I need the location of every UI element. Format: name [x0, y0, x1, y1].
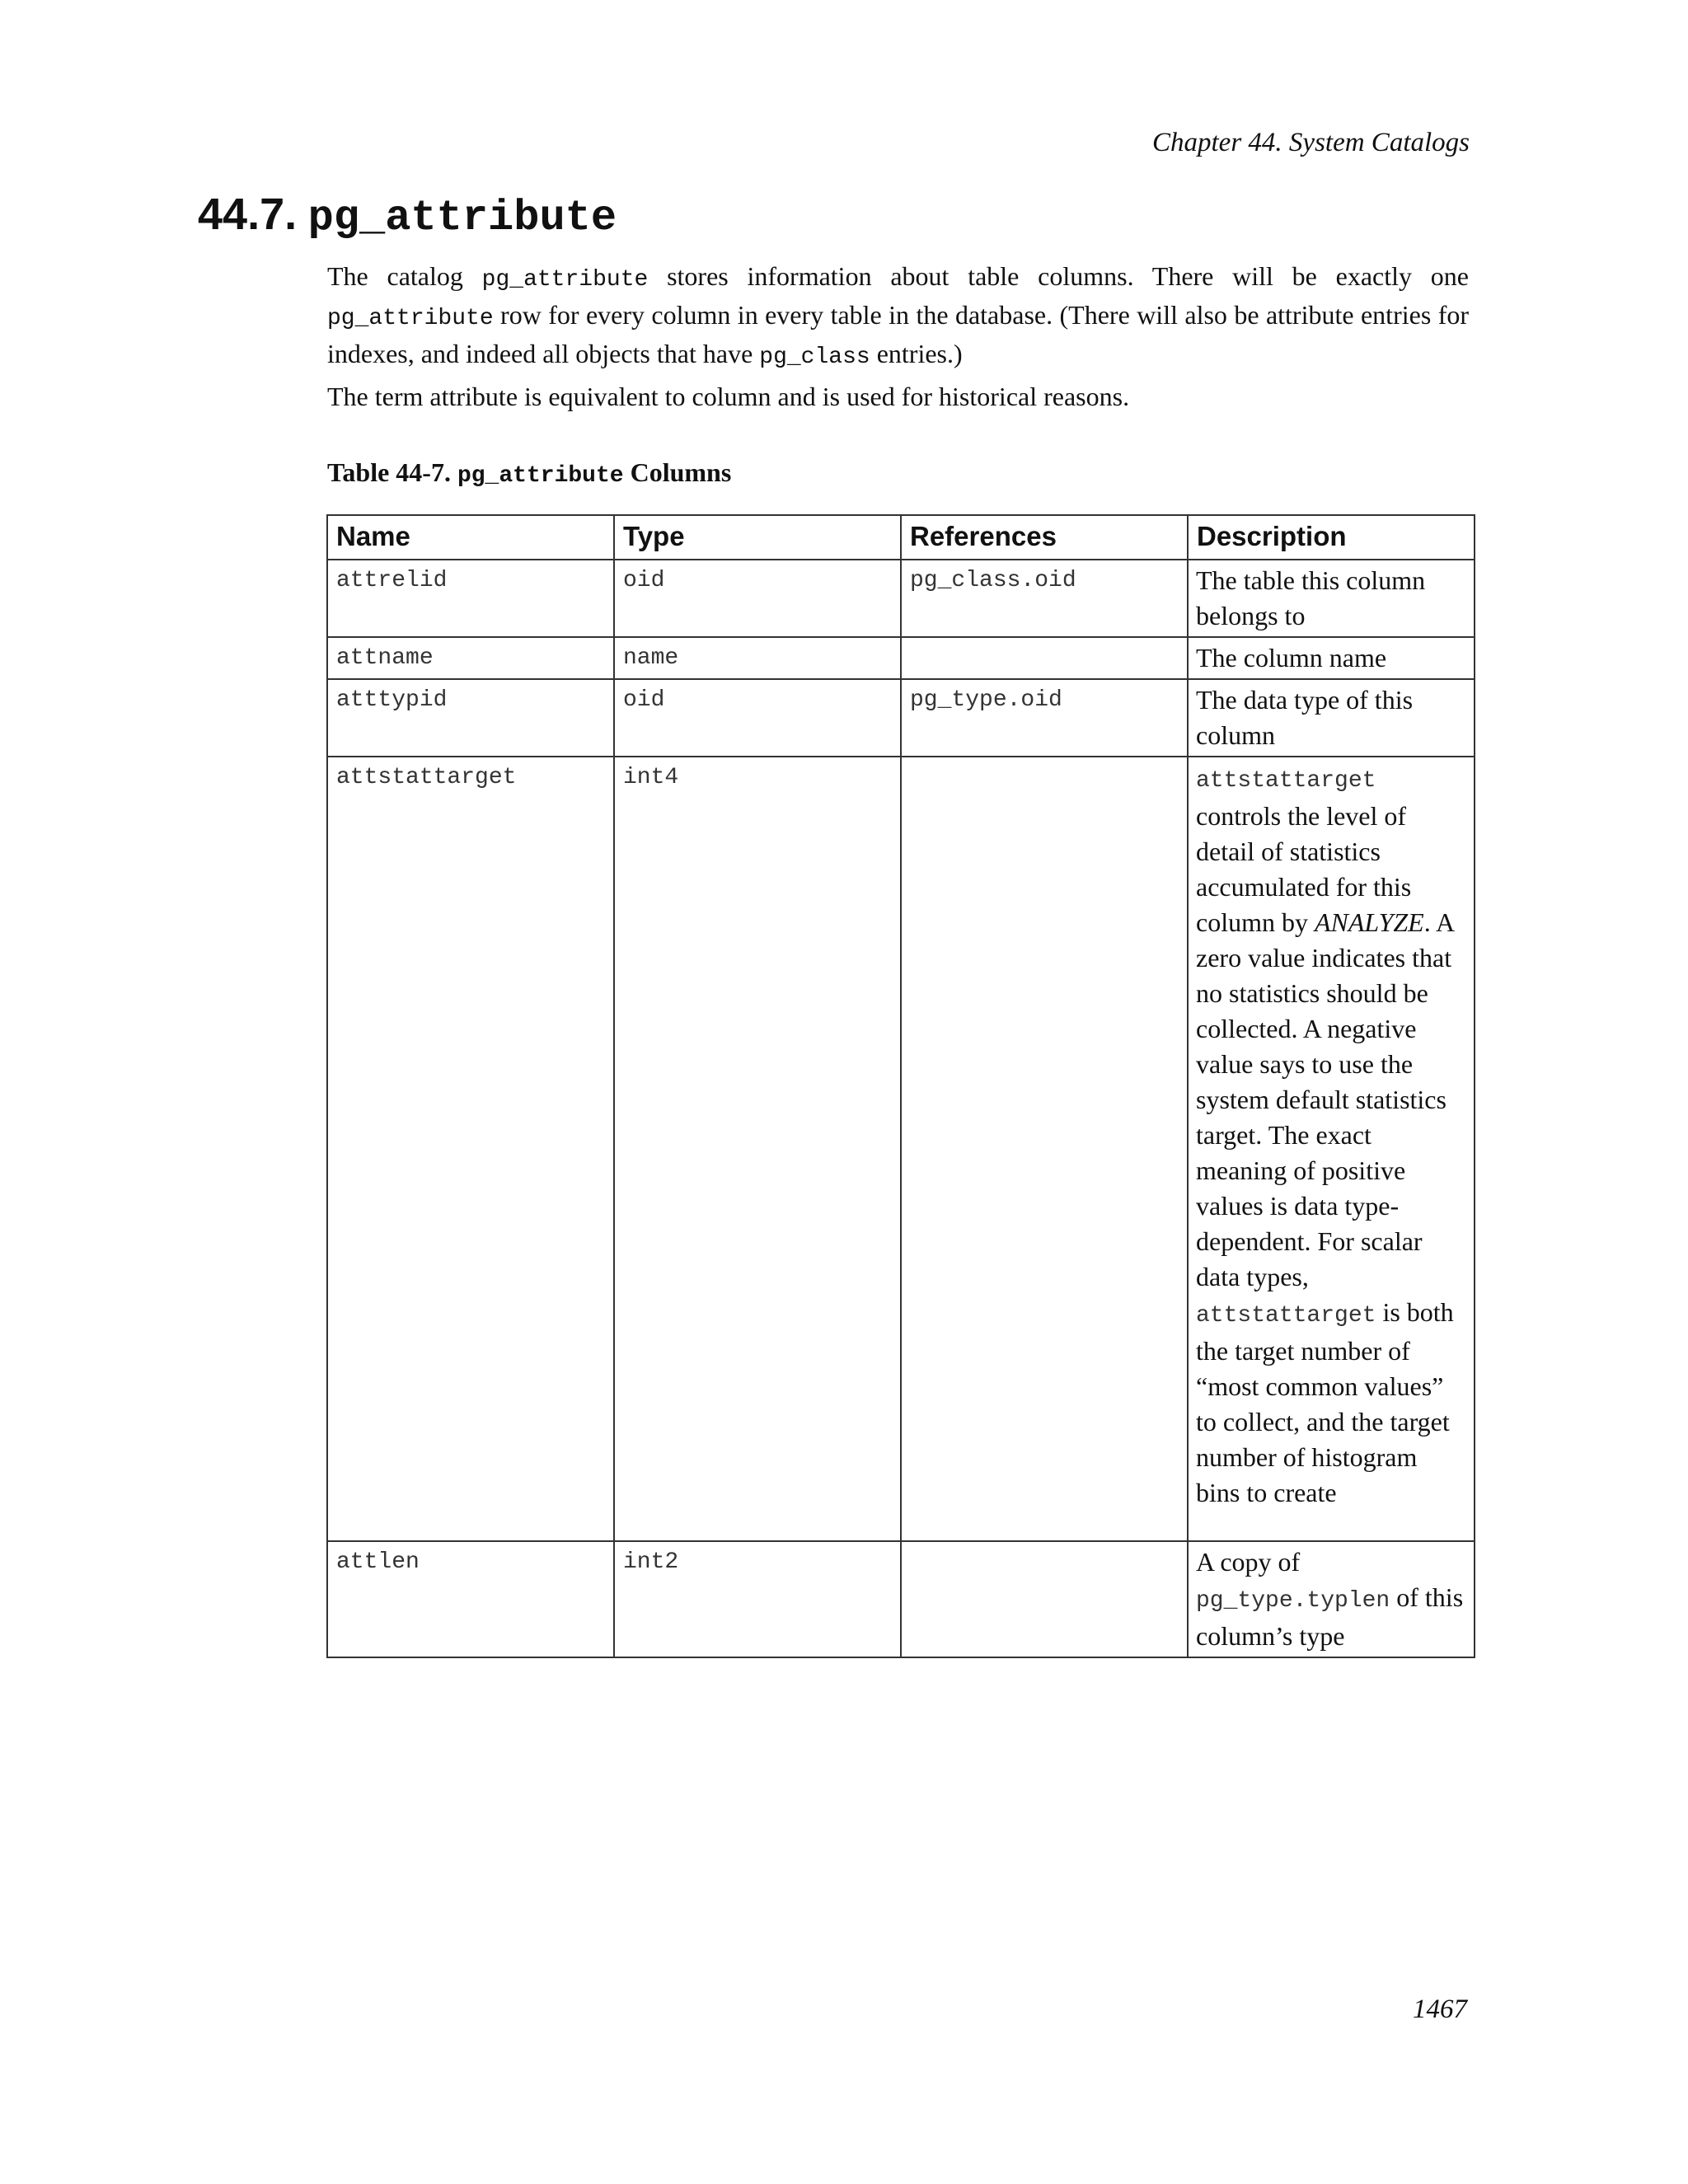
cell-references	[901, 637, 1188, 679]
caption-prefix: Table 44-7.	[327, 457, 457, 487]
desc-text: A copy of	[1196, 1547, 1301, 1577]
desc-text: controls the level of detail of statistics accumulated for this column by	[1196, 801, 1412, 937]
cell-name: attname	[327, 637, 614, 679]
table-row	[327, 679, 1475, 757]
desc-text: of this column’s type	[1196, 1582, 1464, 1651]
desc-text: . A zero value indicates that no statistics should be collected. A negative value says to use the system default statistics target. The exact meaning of positive values is data type-dependent. For scalar data types,	[1196, 907, 1454, 1291]
column-header-name: Name	[327, 515, 614, 560]
desc-code: pg_type.typlen	[1196, 1588, 1390, 1614]
cell-name: attlen	[327, 1541, 614, 1657]
inline-code: pg_attribute	[481, 267, 649, 293]
cell-name: atttypid	[327, 679, 614, 757]
cell-references	[901, 757, 1188, 1541]
cell-references: pg_type.oid	[901, 679, 1188, 757]
table-caption	[327, 455, 731, 494]
desc-emphasis: ANALYZE	[1314, 907, 1424, 937]
cell-type: int2	[614, 1541, 901, 1657]
page-number: 1467	[1413, 1994, 1467, 2024]
desc-code: attstattarget	[1196, 1303, 1376, 1329]
intro-text: entries.)	[870, 339, 963, 368]
columns-table	[326, 514, 1475, 1658]
table-row	[327, 1541, 1475, 1657]
cell-type: int4	[614, 757, 901, 1541]
table-row	[327, 757, 1475, 1541]
cell-description	[1188, 757, 1475, 1541]
cell-type: name	[614, 637, 901, 679]
caption-suffix: Columns	[623, 457, 732, 487]
cell-type: oid	[614, 560, 901, 637]
inline-code: pg_class	[759, 344, 870, 370]
section-number: 44.7.	[198, 190, 298, 239]
intro-paragraph	[327, 259, 1469, 375]
table-row	[327, 560, 1475, 637]
section-heading	[198, 185, 617, 247]
cell-type: oid	[614, 679, 901, 757]
cell-references: pg_class.oid	[901, 560, 1188, 637]
cell-name: attrelid	[327, 560, 614, 637]
term-paragraph: The term attribute is equivalent to column and is used for historical reasons.	[327, 382, 1130, 411]
cell-name: attstattarget	[327, 757, 614, 1541]
cell-description: The table this column belongs to	[1188, 560, 1475, 637]
caption-code: pg_attribute	[457, 463, 624, 489]
section-name: pg_attribute	[307, 194, 617, 242]
intro-text: The catalog	[327, 261, 482, 291]
intro-text: row for every column in every table in the database. (There will also be attribute entries for indexes, and indeed all objects that have	[327, 300, 1469, 368]
intro-text: stores information about table columns. There will be exactly one	[648, 261, 1470, 291]
column-header-references: References	[901, 515, 1188, 560]
table-row	[327, 637, 1475, 679]
inline-code: pg_attribute	[327, 306, 494, 331]
desc-code: attstattarget	[1196, 768, 1376, 794]
cell-description: The column name	[1188, 637, 1475, 679]
desc-text: is both the target number of “most common values” to collect, and the target number of histogram bins to create	[1196, 1297, 1454, 1507]
column-header-description: Description	[1188, 515, 1475, 560]
table-header-row	[327, 515, 1475, 560]
column-header-type: Type	[614, 515, 901, 560]
cell-references	[901, 1541, 1188, 1657]
running-header: Chapter 44. System Catalogs	[1152, 128, 1470, 157]
cell-description	[1188, 1541, 1475, 1657]
cell-description: The data type of this column	[1188, 679, 1475, 757]
